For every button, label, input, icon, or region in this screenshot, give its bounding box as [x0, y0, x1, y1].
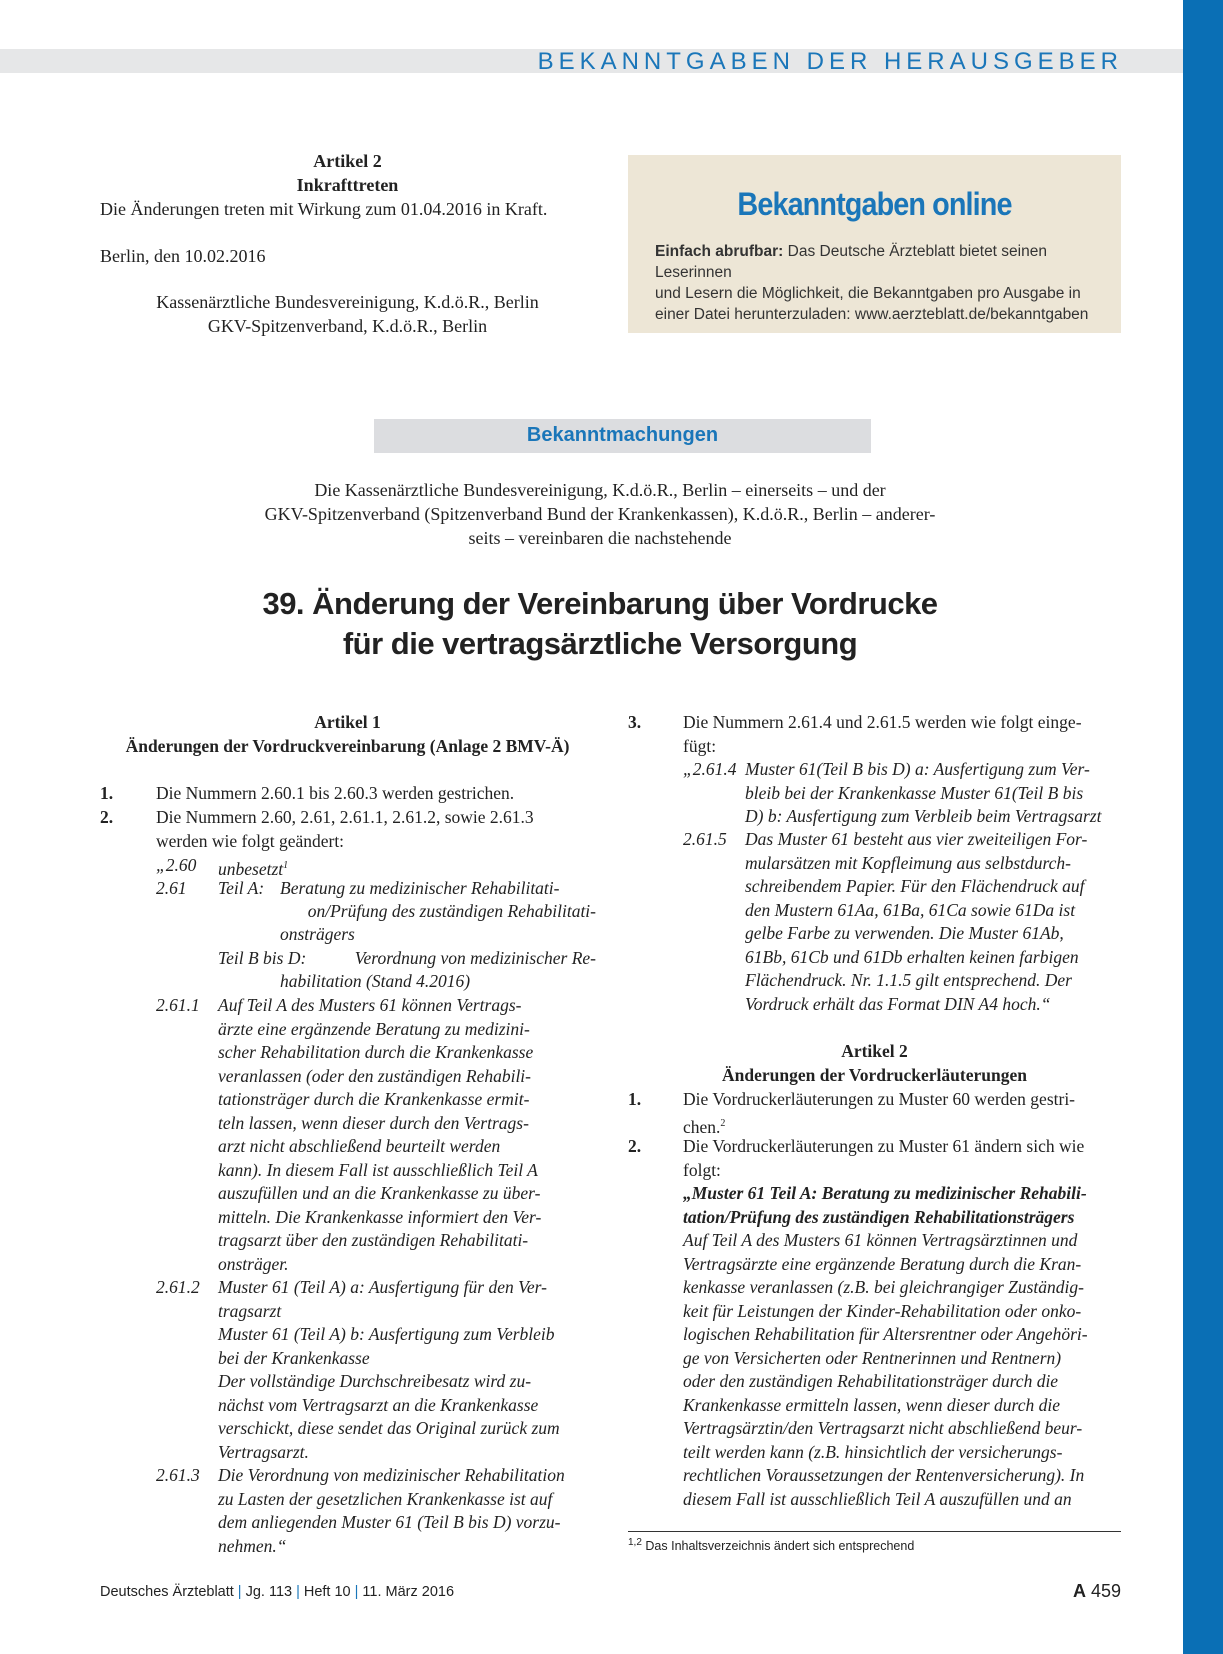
- art2-vordruck-heading: Artikel 2: [841, 1041, 908, 1061]
- muster-61-body: Auf Teil A des Musters 61 können Vertragsärztinnen und Vertragsärzte eine ergänzende Beratung durch die Kran- kenkasse veranlassen (z.B. bei gleichrangiger Zuständig- keit für Leistungen der Kinder-Rehabilitation oder onko- logischen Rehabilitation für Altersrentner oder Angehöri- ge von Versicherten oder Rentnerinnen und Rentnern) oder den zuständigen Rehabilitationsträger durch die Krankenkasse ermitteln lassen, wenn dieser durch die Vertragsärztin/den Vertragsarzt nicht abschließend beur- teilt werden kann (z.B. hinsichtlich der versicherungs- rechtlichen Voraussetzungen der Rentenversicherung). In diesem Fall ist ausschließlich Teil A auszufüllen und an: [683, 1230, 1088, 1509]
- value-2-61-4: Muster 61(Teil B bis D) a: Ausfertigung zum Ver- bleib bei der Krankenkasse Muster 61(Teil B bis D) b: Ausfertigung zum Verbleib beim Vertragsarzt: [745, 759, 1102, 826]
- art2-vordruck-subheading: Änderungen der Vordruckerläuterungen: [722, 1065, 1027, 1085]
- item-number: 1.: [100, 783, 114, 803]
- teil-b-label: Teil B bis D:: [218, 948, 307, 968]
- intro-line-3: seits – vereinbaren die nachstehende: [468, 528, 732, 548]
- item-number: 2.: [100, 807, 114, 827]
- art2-heading: Artikel 2: [313, 151, 382, 171]
- art1-heading: Artikel 1: [314, 712, 381, 732]
- section-header-title: BEKANNTGABEN DER HERAUSGEBER: [537, 48, 1123, 75]
- bekanntgaben-online-box: [628, 155, 1121, 333]
- value-2-61-1: Auf Teil A des Musters 61 können Vertrags- ärzte eine ergänzende Beratung zu medizini- scher Rehabilitation durch die Krankenkasse veranlassen (oder den zuständigen Rehabili- tationsträger durch die Krankenkasse ermit- teln lassen, wenn dieser durch den Vertrags- arzt nicht abschließend beurteilt werden kann). In diesem Fall ist ausschließlich Teil A auszufüllen und an die Krankenkasse zu über- mitteln. Die Krankenkasse informiert den Ver- tragsarzt über den zuständigen Rehabilitati- onsträger.: [218, 995, 542, 1274]
- item-number: 1.: [628, 1089, 642, 1109]
- intro-line-1: Die Kassenärztliche Bundesvereinigung, K.d.ö.R., Berlin – einerseits – und der: [314, 480, 886, 500]
- left-item-1: Die Nummern 2.60.1 bis 2.60.3 werden gestrichen.: [156, 783, 515, 803]
- right-art2-item-2: Die Vordruckerläuterungen zu Muster 61 ändern sich wie folgt:: [683, 1136, 1085, 1180]
- teil-a-line: on/Prüfung des zuständigen Rehabilitati-: [307, 901, 596, 921]
- journal-issue: Heft 10: [303, 1584, 351, 1600]
- journal-name: Deutsches Ärzteblatt: [100, 1584, 234, 1600]
- issue-date: 11. März 2016: [362, 1584, 455, 1600]
- value-2-61-2: Muster 61 (Teil A) a: Ausfertigung für den Ver- tragsarzt Muster 61 (Teil A) b: Ausfertigung zum Verbleib bei der Krankenkasse Der vollständige Durchschreibesatz wird zu- nächst vom Vertragsarzt an die Krankenkasse verschickt, diese sendet das Original zurück zum Vertragsarzt.: [218, 1277, 560, 1462]
- item-number: 3.: [628, 712, 642, 732]
- art2-subheading: Inkrafttreten: [296, 175, 399, 195]
- key-2-61-5: 2.61.5: [683, 829, 727, 849]
- intro-line-2: GKV-Spitzenverband (Spitzenverband Bund der Krankenkassen), K.d.ö.R., Berlin – anderer-: [264, 504, 936, 524]
- online-box-title: Bekanntgaben online: [737, 186, 1012, 222]
- online-box-lead: Einfach abrufbar:: [655, 243, 784, 260]
- teil-a-line: onsträgers: [280, 924, 355, 944]
- muster-61-heading: „Muster 61 Teil A: Beratung zu medizinischer Rehabili- tation/Prüfung des zuständigen Rehabilitationsträgers: [683, 1183, 1087, 1227]
- online-box-text: Einfach abrufbar: Das Deutsche Ärzteblatt bietet seinen Leserinnen und Lesern die Möglichkeit, die Bekanntgaben pro Ausgabe in einer Datei herunterzuladen: www.aerzteblatt.de/bekanntgaben: [655, 241, 1100, 325]
- bekanntmachungen-strip: [374, 419, 871, 453]
- teil-b-line: habilitation (Stand 4.2016): [280, 971, 471, 991]
- footnote: $^{1,2}$ Das Inhaltsverzeichnis ändert sich entsprechend: [628, 1537, 915, 1554]
- online-box-url-line: einer Datei herunterzuladen: www.aerzteblatt.de/bekanntgaben: [655, 306, 1089, 323]
- key-2-61-2: 2.61.2: [156, 1277, 200, 1297]
- value-2-61-5: Das Muster 61 besteht aus vier zweiteiligen For- mularsätzen mit Kopfleimung aus selbstdurch- schreibendem Papier. Für den Flächendruck auf den Mustern 61Aa, 61Ba, 61Ca sowie 61Da ist gelbe Farbe zu verwenden. Die Muster 61Ab, 61Bb, 61Cb und 61Db erhalten keinen farbigen Flächendruck. Nr. 1.1.5 gilt entsprechend. Der Vordruck erhält das Format DIN A4 hoch.“: [745, 829, 1088, 1014]
- footnote-rule: [628, 1531, 1121, 1532]
- teil-b-line: Verordnung von medizinischer Re-: [354, 948, 596, 968]
- teil-a-label: Teil A:: [218, 878, 265, 898]
- item-number: 2.: [628, 1136, 642, 1156]
- signer-kbv: Kassenärztliche Bundesvereinigung, K.d.ö.R., Berlin: [156, 292, 539, 312]
- signer-gkv: GKV-Spitzenverband, K.d.ö.R., Berlin: [207, 316, 488, 336]
- document-title: 39. Änderung der Vereinbarung über Vordrucke für die vertragsärztliche Versorgung: [262, 586, 938, 661]
- key-2-61-4: „2.61.4: [683, 759, 737, 779]
- value-2-60: unbesetzt$^1$: [218, 858, 289, 879]
- key-2-61-1: 2.61.1: [156, 995, 200, 1015]
- art1-subheading: Änderungen der Vordruckvereinbarung (Anlage 2 BMV-Ä): [125, 736, 570, 756]
- key-2-61: 2.61: [156, 878, 187, 898]
- right-item-3: Die Nummern 2.61.4 und 2.61.5 werden wie folgt einge- fügt:: [683, 712, 1082, 756]
- teil-a-line: Beratung zu medizinischer Rehabilitati-: [280, 878, 560, 898]
- bekanntmachungen-title: Bekanntmachungen: [526, 424, 719, 446]
- key-2-61-3: 2.61.3: [156, 1465, 200, 1485]
- side-color-bar: [1183, 0, 1223, 1654]
- effect-text: Die Änderungen treten mit Wirkung zum 01.04.2016 in Kraft.: [100, 199, 548, 219]
- journal-volume: Jg. 113: [245, 1584, 293, 1600]
- place-date: Berlin, den 10.02.2016: [100, 246, 266, 266]
- left-item-2: Die Nummern 2.60, 2.61, 2.61.1, 2.61.2, sowie 2.61.3 werden wie folgt geändert:: [156, 807, 534, 851]
- page-footer: Deutsches Ärzteblatt | Jg. 113 | Heft 10 | 11. März 2016: [100, 1584, 455, 1600]
- key-2-60: „2.60: [156, 855, 197, 875]
- page-number: A 459: [1072, 1581, 1121, 1601]
- right-art2-item-1: Die Vordruckerläuterungen zu Muster 60 werden gestri- chen.$^2$: [683, 1089, 1076, 1137]
- value-2-61-3: Die Verordnung von medizinischer Rehabilitation zu Lasten der gesetzlichen Krankenkasse ist auf dem anliegenden Muster 61 (Teil B bis D) vorzu- nehmen.“: [218, 1465, 565, 1556]
